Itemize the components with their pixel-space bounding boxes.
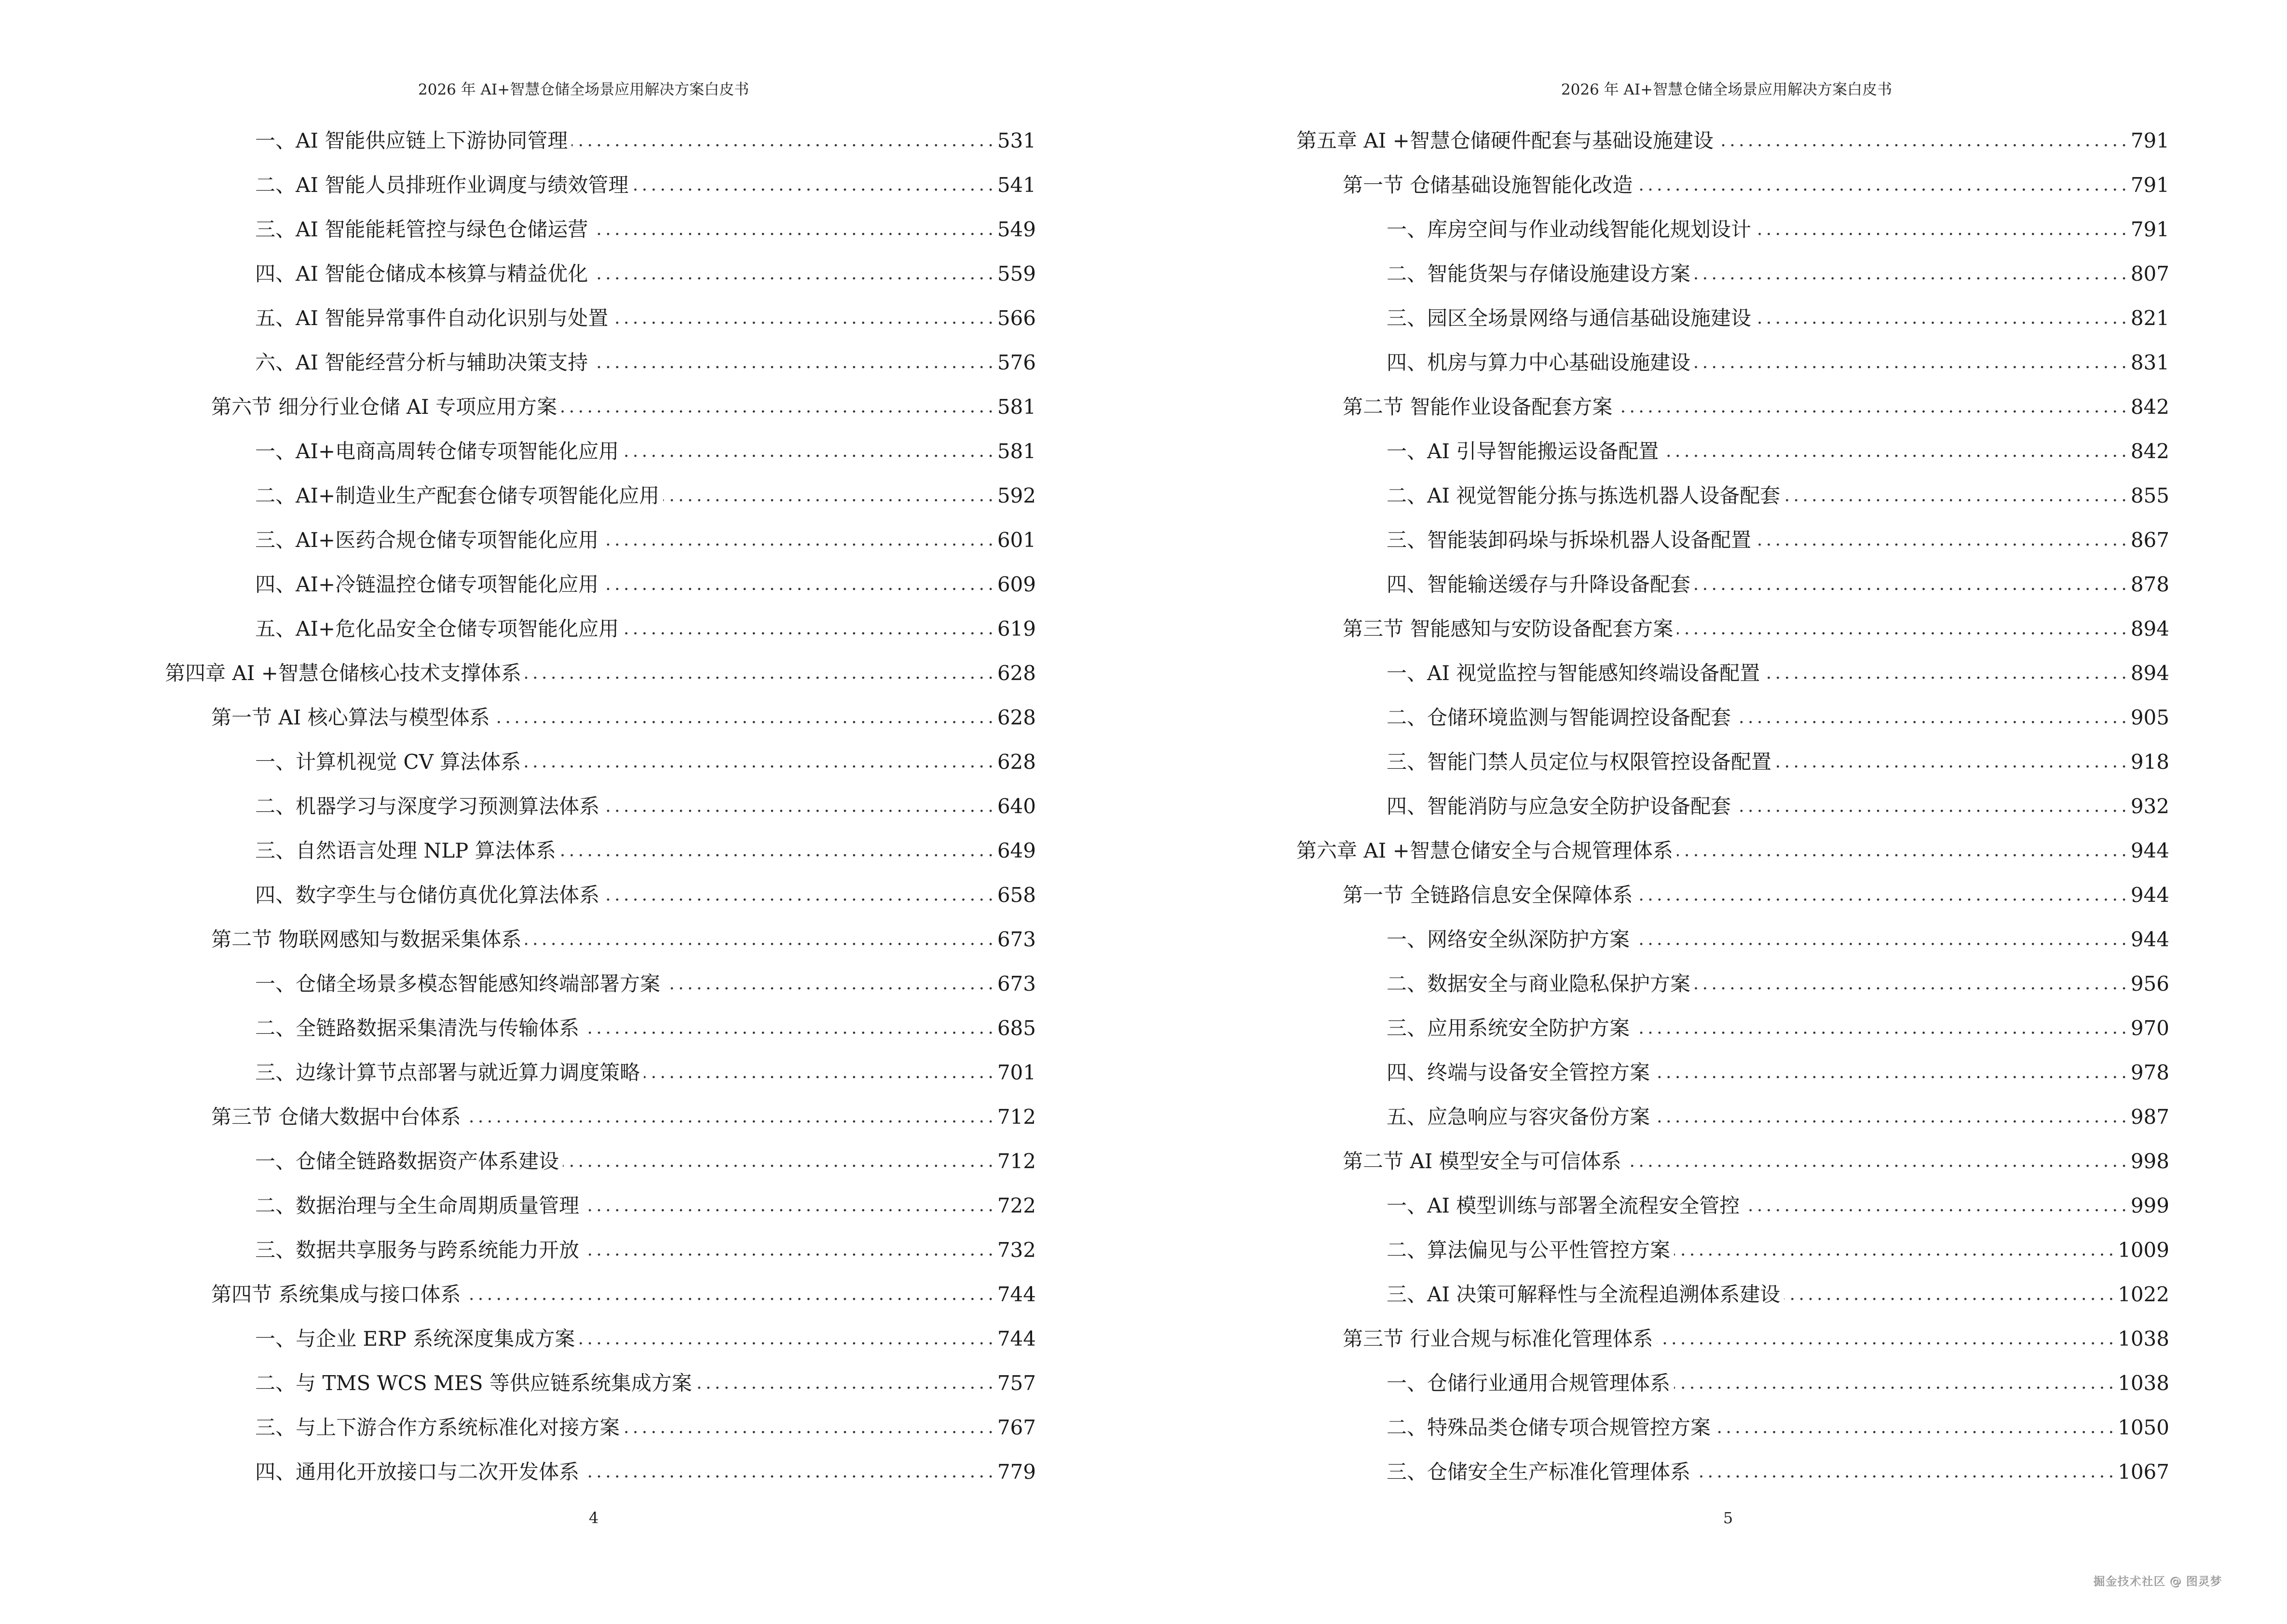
toc-entry-title: 三、应用系统安全防护方案 bbox=[1387, 1014, 1634, 1043]
toc-entry-page-number: 673 bbox=[993, 969, 1036, 998]
toc-entry-page-number: 867 bbox=[2126, 526, 2169, 555]
toc-entry-item[interactable] bbox=[165, 163, 1036, 207]
toc-entry-page-number: 1038 bbox=[2113, 1324, 2169, 1353]
toc-entry-chapter[interactable] bbox=[165, 651, 1036, 696]
toc-entry-title: 二、AI+制造业生产配套仓储专项智能化应用 bbox=[255, 481, 663, 510]
toc-entry-page-number: 944 bbox=[2126, 925, 2169, 954]
toc-entry-section[interactable] bbox=[1296, 607, 2169, 651]
toc-entry-page-number: 744 bbox=[993, 1324, 1036, 1353]
dot-leader bbox=[1662, 437, 2126, 466]
dot-leader bbox=[1677, 614, 2125, 643]
dot-leader bbox=[1755, 215, 2126, 244]
toc-entry-item[interactable] bbox=[165, 1184, 1036, 1228]
dot-leader bbox=[1735, 792, 2126, 821]
toc-entry-page-number: 757 bbox=[993, 1369, 1036, 1398]
dot-leader bbox=[563, 1147, 993, 1176]
toc-entry-page-number: 628 bbox=[993, 659, 1036, 688]
toc-entry-page-number: 559 bbox=[993, 259, 1036, 288]
toc-entry-item[interactable] bbox=[165, 252, 1036, 296]
toc-entry-title: 四、智能消防与应急安全防护设备配套 bbox=[1387, 792, 1735, 821]
toc-entry-title: 四、终端与设备安全管控方案 bbox=[1387, 1058, 1654, 1087]
toc-entry-page-number: 619 bbox=[993, 614, 1036, 643]
toc-entry-page-number: 685 bbox=[993, 1014, 1036, 1043]
dot-leader bbox=[1694, 1458, 2113, 1487]
toc-entry-page-number: 894 bbox=[2126, 614, 2169, 643]
toc-entry-title: 三、智能门禁人员定位与权限管控设备配置 bbox=[1387, 748, 1775, 777]
dot-leader bbox=[602, 526, 993, 555]
toc-entry-title: 一、与企业 ERP 系统深度集成方案 bbox=[255, 1324, 579, 1353]
toc-entry-item[interactable] bbox=[1296, 1361, 2169, 1406]
toc-entry-title: 二、数据治理与全生命周期质量管理 bbox=[255, 1191, 583, 1220]
running-header: 2026 年 AI+智慧仓储全场景应用解决方案白皮书 bbox=[1561, 81, 1892, 98]
dot-leader bbox=[583, 1458, 993, 1487]
toc-entry-page-number: 842 bbox=[2126, 393, 2169, 422]
toc-entry-section[interactable] bbox=[165, 385, 1036, 429]
dot-leader bbox=[1694, 570, 2126, 599]
dot-leader bbox=[1784, 481, 2126, 510]
toc-entry-title: 三、AI 决策可解释性与全流程追溯体系建设 bbox=[1387, 1280, 1784, 1309]
page-number: 5 bbox=[1723, 1509, 1733, 1527]
watermark: 掘金技术社区 @ 图灵梦 bbox=[2093, 1574, 2222, 1588]
toc-entry-item[interactable] bbox=[165, 1450, 1036, 1494]
toc-entry-page-number: 878 bbox=[2126, 570, 2169, 599]
toc-entry-item[interactable] bbox=[165, 1139, 1036, 1184]
dot-leader bbox=[1625, 1147, 2126, 1176]
dot-leader bbox=[1616, 393, 2125, 422]
toc-entry-section[interactable] bbox=[1296, 1139, 2169, 1184]
toc-entry-title: 一、计算机视觉 CV 算法体系 bbox=[255, 748, 525, 777]
toc-entry-item[interactable] bbox=[165, 1317, 1036, 1361]
toc-entry-title: 第四节 系统集成与接口体系 bbox=[211, 1280, 464, 1309]
dot-leader bbox=[632, 171, 993, 200]
dot-leader bbox=[583, 1014, 993, 1043]
toc-entry-page-number: 601 bbox=[993, 526, 1036, 555]
toc-entry-page-number: 918 bbox=[2126, 748, 2169, 777]
dot-leader bbox=[1654, 1058, 2126, 1087]
toc-entry-title: 三、边缘计算节点部署与就近算力调度策略 bbox=[255, 1058, 644, 1087]
toc-entry-item[interactable] bbox=[1296, 518, 2169, 562]
toc-entry-title: 一、仓储全链路数据资产体系建设 bbox=[255, 1147, 563, 1176]
toc-entry-item[interactable] bbox=[1296, 1184, 2169, 1228]
toc-entry-page-number: 821 bbox=[2126, 304, 2169, 333]
toc-entry-title: 三、仓储安全生产标准化管理体系 bbox=[1387, 1458, 1694, 1487]
dot-leader bbox=[624, 1413, 993, 1442]
dot-leader bbox=[592, 215, 993, 244]
dot-leader bbox=[464, 1103, 992, 1132]
toc-entry-page-number: 791 bbox=[2126, 215, 2169, 244]
toc-entry-page-number: 978 bbox=[2126, 1058, 2169, 1087]
dot-leader bbox=[1634, 925, 2126, 954]
toc-entry-item[interactable] bbox=[1296, 207, 2169, 252]
dot-leader bbox=[560, 836, 993, 865]
toc-entry-title: 第三节 行业合规与标准化管理体系 bbox=[1343, 1324, 1657, 1353]
toc-entry-page-number: 712 bbox=[993, 1147, 1036, 1176]
toc-entry-title: 第四章 AI +智慧仓储核心技术支撑体系 bbox=[165, 659, 525, 688]
toc-entry-title: 第二节 智能作业设备配套方案 bbox=[1343, 393, 1616, 422]
toc-entry-page-number: 831 bbox=[2126, 348, 2169, 377]
toc-entry-title: 第二节 AI 模型安全与可信体系 bbox=[1343, 1147, 1625, 1176]
dot-leader bbox=[464, 1280, 992, 1309]
toc-entry-item[interactable] bbox=[1296, 1406, 2169, 1450]
toc-entry-item[interactable] bbox=[1296, 1450, 2169, 1494]
table-of-contents bbox=[165, 119, 1036, 1494]
toc-entry-page-number: 744 bbox=[993, 1280, 1036, 1309]
toc-entry-section[interactable] bbox=[165, 917, 1036, 962]
toc-entry-item[interactable] bbox=[165, 829, 1036, 873]
dot-leader bbox=[603, 881, 993, 910]
toc-entry-page-number: 566 bbox=[993, 304, 1036, 333]
toc-entry-page-number: 658 bbox=[993, 881, 1036, 910]
toc-entry-section[interactable] bbox=[165, 1272, 1036, 1317]
dot-leader bbox=[525, 925, 992, 954]
dot-leader bbox=[664, 969, 993, 998]
dot-leader bbox=[663, 481, 993, 510]
toc-entry-item[interactable] bbox=[1296, 962, 2169, 1006]
toc-entry-page-number: 791 bbox=[2126, 171, 2169, 200]
toc-entry-item[interactable] bbox=[1296, 696, 2169, 740]
toc-entry-title: 二、算法偏见与公平性管控方案 bbox=[1387, 1236, 1674, 1265]
toc-entry-item[interactable] bbox=[165, 296, 1036, 341]
toc-entry-title: 一、AI 智能供应链上下游协同管理 bbox=[255, 126, 572, 155]
toc-entry-item[interactable] bbox=[1296, 562, 2169, 607]
toc-entry-section[interactable] bbox=[165, 1095, 1036, 1139]
toc-entry-page-number: 767 bbox=[993, 1413, 1036, 1442]
dot-leader bbox=[1755, 304, 2126, 333]
toc-entry-page-number: 944 bbox=[2126, 836, 2169, 865]
toc-entry-title: 三、自然语言处理 NLP 算法体系 bbox=[255, 836, 560, 865]
toc-entry-item[interactable] bbox=[165, 784, 1036, 829]
toc-entry-title: 一、AI 引导智能搬运设备配置 bbox=[1387, 437, 1662, 466]
dot-leader bbox=[1764, 659, 2126, 688]
toc-entry-item[interactable] bbox=[165, 1228, 1036, 1272]
toc-entry-item[interactable] bbox=[165, 518, 1036, 562]
dot-leader bbox=[1715, 1413, 2113, 1442]
toc-entry-page-number: 807 bbox=[2126, 259, 2169, 288]
toc-entry-title: 二、机器学习与深度学习预测算法体系 bbox=[255, 792, 603, 821]
toc-entry-page-number: 628 bbox=[993, 703, 1036, 732]
dot-leader bbox=[1654, 1103, 2126, 1132]
dot-leader bbox=[1677, 836, 2126, 865]
toc-entry-item[interactable] bbox=[165, 740, 1036, 784]
toc-entry-page-number: 649 bbox=[993, 836, 1036, 865]
dot-leader bbox=[1743, 1191, 2126, 1220]
dot-leader bbox=[1674, 1236, 2113, 1265]
dot-leader bbox=[1634, 1014, 2126, 1043]
toc-entry-title: 一、网络安全纵深防护方案 bbox=[1387, 925, 1634, 954]
toc-entry-item[interactable] bbox=[165, 562, 1036, 607]
toc-entry-title: 三、AI 智能能耗管控与绿色仓储运营 bbox=[255, 215, 592, 244]
toc-entry-title: 第一节 全链路信息安全保障体系 bbox=[1343, 881, 1636, 910]
dot-leader bbox=[1674, 1369, 2113, 1398]
toc-entry-page-number: 1038 bbox=[2113, 1369, 2169, 1398]
dot-leader bbox=[1755, 526, 2126, 555]
toc-entry-item[interactable] bbox=[1296, 341, 2169, 385]
toc-entry-page-number: 779 bbox=[993, 1458, 1036, 1487]
toc-entry-item[interactable] bbox=[165, 429, 1036, 474]
dot-leader bbox=[579, 1324, 993, 1353]
toc-entry-page-number: 791 bbox=[2126, 126, 2169, 155]
toc-entry-page-number: 998 bbox=[2126, 1147, 2169, 1176]
toc-entry-page-number: 722 bbox=[993, 1191, 1036, 1220]
toc-entry-title: 四、AI+冷链温控仓储专项智能化应用 bbox=[255, 570, 602, 599]
toc-entry-page-number: 673 bbox=[993, 925, 1036, 954]
toc-entry-page-number: 640 bbox=[993, 792, 1036, 821]
toc-entry-page-number: 628 bbox=[993, 748, 1036, 777]
toc-entry-item[interactable] bbox=[1296, 1006, 2169, 1051]
toc-entry-item[interactable] bbox=[1296, 1228, 2169, 1272]
toc-entry-page-number: 894 bbox=[2126, 659, 2169, 688]
toc-entry-section[interactable] bbox=[165, 696, 1036, 740]
toc-entry-item[interactable] bbox=[1296, 784, 2169, 829]
toc-entry-page-number: 956 bbox=[2126, 969, 2169, 998]
dot-leader bbox=[602, 570, 993, 599]
dot-leader bbox=[592, 259, 993, 288]
toc-entry-title: 二、特殊品类仓储专项合规管控方案 bbox=[1387, 1413, 1715, 1442]
toc-entry-title: 五、AI+危化品安全仓储专项智能化应用 bbox=[255, 614, 623, 643]
running-header: 2026 年 AI+智慧仓储全场景应用解决方案白皮书 bbox=[418, 81, 749, 98]
toc-entry-page-number: 932 bbox=[2126, 792, 2169, 821]
toc-entry-title: 二、数据安全与商业隐私保护方案 bbox=[1387, 969, 1694, 998]
toc-entry-item[interactable] bbox=[165, 1406, 1036, 1450]
toc-entry-title: 五、应急响应与容灾备份方案 bbox=[1387, 1103, 1654, 1132]
toc-entry-page-number: 581 bbox=[993, 393, 1036, 422]
page-number: 4 bbox=[588, 1509, 599, 1527]
toc-entry-page-number: 842 bbox=[2126, 437, 2169, 466]
dot-leader bbox=[592, 348, 993, 377]
toc-entry-title: 四、AI 智能仓储成本核算与精益优化 bbox=[255, 259, 592, 288]
toc-entry-item[interactable] bbox=[1296, 1051, 2169, 1095]
toc-entry-page-number: 609 bbox=[993, 570, 1036, 599]
toc-entry-title: 三、智能装卸码垛与拆垛机器人设备配置 bbox=[1387, 526, 1755, 555]
toc-entry-section[interactable] bbox=[1296, 1317, 2169, 1361]
toc-entry-item[interactable] bbox=[165, 207, 1036, 252]
toc-entry-title: 二、与 TMS WCS MES 等供应链系统集成方案 bbox=[255, 1369, 696, 1398]
dot-leader bbox=[1784, 1280, 2113, 1309]
toc-entry-item[interactable] bbox=[165, 119, 1036, 163]
dot-leader bbox=[623, 614, 993, 643]
dot-leader bbox=[1636, 171, 2125, 200]
dot-leader bbox=[1657, 1324, 2113, 1353]
dot-leader bbox=[572, 126, 993, 155]
toc-entry-title: 五、AI 智能异常事件自动化识别与处置 bbox=[255, 304, 612, 333]
toc-entry-item[interactable] bbox=[165, 341, 1036, 385]
toc-entry-item[interactable] bbox=[165, 607, 1036, 651]
dot-leader bbox=[623, 437, 993, 466]
toc-entry-item[interactable] bbox=[165, 474, 1036, 518]
toc-entry-page-number: 999 bbox=[2126, 1191, 2169, 1220]
toc-entry-page-number: 549 bbox=[993, 215, 1036, 244]
dot-leader bbox=[696, 1369, 993, 1398]
toc-entry-title: 二、智能货架与存储设施建设方案 bbox=[1387, 259, 1694, 288]
toc-entry-title: 第一节 AI 核心算法与模型体系 bbox=[211, 703, 494, 732]
dot-leader bbox=[583, 1191, 993, 1220]
table-of-contents bbox=[1296, 119, 2169, 1494]
toc-entry-title: 一、AI 视觉监控与智能感知终端设备配置 bbox=[1387, 659, 1764, 688]
toc-entry-title: 第二节 物联网感知与数据采集体系 bbox=[211, 925, 525, 954]
toc-entry-item[interactable] bbox=[1296, 429, 2169, 474]
toc-entry-item[interactable] bbox=[165, 873, 1036, 917]
toc-entry-title: 一、AI+电商高周转仓储专项智能化应用 bbox=[255, 437, 623, 466]
dot-leader bbox=[1775, 748, 2126, 777]
right-page bbox=[1144, 0, 2287, 1624]
toc-entry-page-number: 1050 bbox=[2113, 1413, 2169, 1442]
toc-entry-title: 第一节 仓储基础设施智能化改造 bbox=[1343, 171, 1636, 200]
dot-leader bbox=[1694, 259, 2126, 288]
toc-entry-chapter[interactable] bbox=[1296, 119, 2169, 163]
dot-leader bbox=[494, 703, 993, 732]
toc-entry-title: 一、仓储全场景多模态智能感知终端部署方案 bbox=[255, 969, 664, 998]
toc-entry-page-number: 944 bbox=[2126, 881, 2169, 910]
toc-entry-section[interactable] bbox=[1296, 163, 2169, 207]
dot-leader bbox=[1735, 703, 2126, 732]
toc-entry-title: 三、与上下游合作方系统标准化对接方案 bbox=[255, 1413, 624, 1442]
toc-entry-title: 三、数据共享服务与跨系统能力开放 bbox=[255, 1236, 583, 1265]
toc-entry-page-number: 576 bbox=[993, 348, 1036, 377]
toc-entry-chapter[interactable] bbox=[1296, 829, 2169, 873]
toc-entry-page-number: 701 bbox=[993, 1058, 1036, 1087]
toc-entry-title: 四、数字孪生与仓储仿真优化算法体系 bbox=[255, 881, 603, 910]
toc-entry-title: 四、通用化开放接口与二次开发体系 bbox=[255, 1458, 583, 1487]
toc-entry-title: 第五章 AI +智慧仓储硬件配套与基础设施建设 bbox=[1296, 126, 1717, 155]
toc-entry-title: 一、库房空间与作业动线智能化规划设计 bbox=[1387, 215, 1755, 244]
toc-entry-title: 第三节 智能感知与安防设备配套方案 bbox=[1343, 614, 1677, 643]
toc-entry-item[interactable] bbox=[165, 1361, 1036, 1406]
toc-entry-item[interactable] bbox=[1296, 296, 2169, 341]
toc-entry-section[interactable] bbox=[1296, 873, 2169, 917]
toc-entry-title: 第六章 AI +智慧仓储安全与合规管理体系 bbox=[1296, 836, 1677, 865]
toc-entry-page-number: 592 bbox=[993, 481, 1036, 510]
toc-entry-page-number: 1022 bbox=[2113, 1280, 2169, 1309]
toc-entry-section[interactable] bbox=[1296, 385, 2169, 429]
toc-entry-item[interactable] bbox=[165, 1006, 1036, 1051]
toc-entry-page-number: 712 bbox=[993, 1103, 1036, 1132]
dot-leader bbox=[1694, 969, 2126, 998]
toc-entry-item[interactable] bbox=[165, 1051, 1036, 1095]
toc-entry-page-number: 581 bbox=[993, 437, 1036, 466]
toc-entry-item[interactable] bbox=[1296, 740, 2169, 784]
toc-entry-title: 第六节 细分行业仓储 AI 专项应用方案 bbox=[211, 393, 561, 422]
toc-entry-page-number: 905 bbox=[2126, 703, 2169, 732]
toc-entry-title: 一、仓储行业通用合规管理体系 bbox=[1387, 1369, 1674, 1398]
toc-entry-page-number: 855 bbox=[2126, 481, 2169, 510]
toc-entry-item[interactable] bbox=[1296, 474, 2169, 518]
toc-entry-page-number: 970 bbox=[2126, 1014, 2169, 1043]
toc-entry-title: 二、AI 智能人员排班作业调度与绩效管理 bbox=[255, 171, 632, 200]
dot-leader bbox=[603, 792, 993, 821]
dot-leader bbox=[583, 1236, 993, 1265]
toc-entry-item[interactable] bbox=[1296, 917, 2169, 962]
toc-entry-title: 二、仓储环境监测与智能调控设备配套 bbox=[1387, 703, 1735, 732]
toc-entry-title: 一、AI 模型训练与部署全流程安全管控 bbox=[1387, 1191, 1743, 1220]
toc-entry-title: 二、AI 视觉智能分拣与拣选机器人设备配套 bbox=[1387, 481, 1784, 510]
toc-entry-title: 二、全链路数据采集清洗与传输体系 bbox=[255, 1014, 583, 1043]
toc-entry-page-number: 541 bbox=[993, 171, 1036, 200]
dot-leader bbox=[1694, 348, 2126, 377]
toc-entry-item[interactable] bbox=[1296, 252, 2169, 296]
dot-leader bbox=[644, 1058, 993, 1087]
toc-entry-page-number: 531 bbox=[993, 126, 1036, 155]
toc-entry-title: 三、园区全场景网络与通信基础设施建设 bbox=[1387, 304, 1755, 333]
dot-leader bbox=[1717, 126, 2126, 155]
toc-entry-page-number: 987 bbox=[2126, 1103, 2169, 1132]
toc-entry-title: 四、智能输送缓存与升降设备配套 bbox=[1387, 570, 1694, 599]
dot-leader bbox=[525, 748, 993, 777]
dot-leader bbox=[561, 393, 993, 422]
toc-entry-item[interactable] bbox=[1296, 1272, 2169, 1317]
toc-entry-page-number: 732 bbox=[993, 1236, 1036, 1265]
toc-entry-item[interactable] bbox=[165, 962, 1036, 1006]
toc-entry-title: 三、AI+医药合规仓储专项智能化应用 bbox=[255, 526, 602, 555]
dot-leader bbox=[1636, 881, 2125, 910]
dot-leader bbox=[612, 304, 993, 333]
toc-entry-title: 六、AI 智能经营分析与辅助决策支持 bbox=[255, 348, 592, 377]
toc-entry-item[interactable] bbox=[1296, 1095, 2169, 1139]
toc-entry-page-number: 1009 bbox=[2113, 1236, 2169, 1265]
toc-entry-title: 四、机房与算力中心基础设施建设 bbox=[1387, 348, 1694, 377]
toc-entry-page-number: 1067 bbox=[2113, 1458, 2169, 1487]
toc-entry-title: 第三节 仓储大数据中台体系 bbox=[211, 1103, 464, 1132]
dot-leader bbox=[525, 659, 993, 688]
toc-entry-item[interactable] bbox=[1296, 651, 2169, 696]
